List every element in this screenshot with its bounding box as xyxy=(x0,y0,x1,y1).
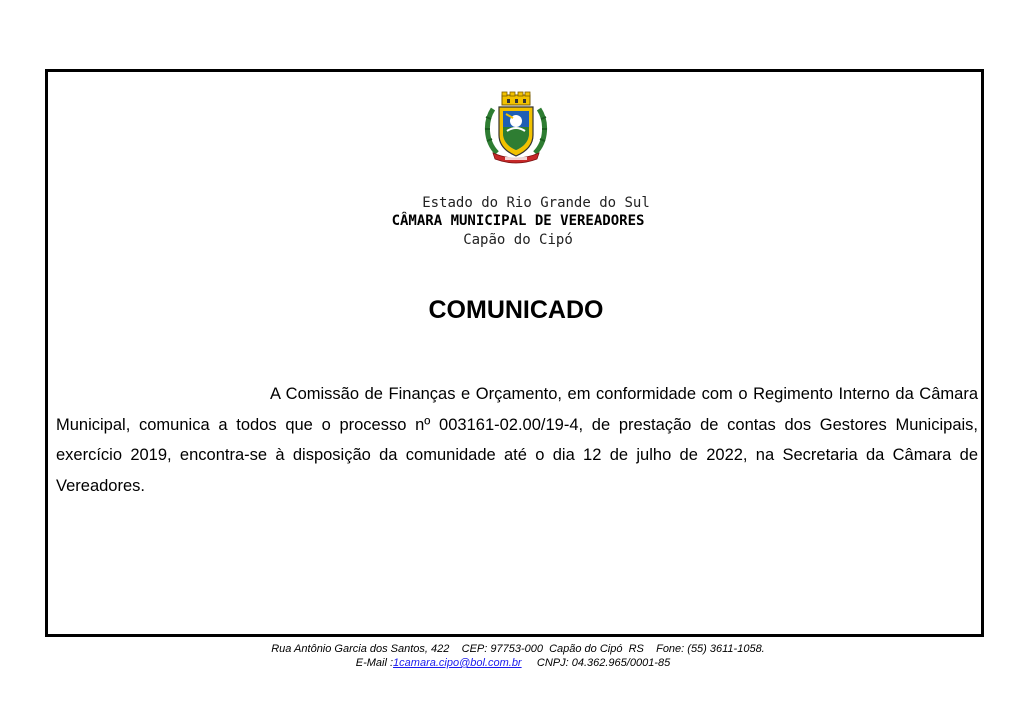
footer-address-line xyxy=(0,642,1024,656)
footer-cep: CEP: 97753-000 Capão do Cipó RS xyxy=(461,643,644,655)
footer-contact-line xyxy=(0,656,1024,670)
chamber-name: CÂMARA MUNICIPAL DE VEREADORES xyxy=(391,213,645,229)
footer-email-label: E-Mail : xyxy=(355,657,394,669)
page-title: COMUNICADO xyxy=(428,296,604,324)
footer-phone: Fone: (55) 3611-1058. xyxy=(656,643,765,655)
state-name: Estado do Rio Grande do Sul xyxy=(422,195,650,211)
city-name: Capão do Cipó xyxy=(463,232,573,248)
footer-cnpj: CNPJ: 04.362.965/0001-85 xyxy=(536,657,671,669)
announcement-body: A Comissão de Finanças e Orçamento, em conformidade com o Regimento Interno da Câmara Municipal, comunica a todos que o processo nº 003161-02.00/19-4, de prestação de contas dos Gestores Municipais, exercício 2019, encontra-se à disposição da comunidade até o dia 12 de julho de 2022, na Secretaria da Câmara de Vereadores. xyxy=(56,385,978,495)
email-link[interactable]: 1camara.cipo@bol.com.br xyxy=(393,657,522,669)
coat-of-arms-icon xyxy=(483,91,549,165)
footer-address: Rua Antônio Garcia dos Santos, 422 xyxy=(271,643,450,655)
